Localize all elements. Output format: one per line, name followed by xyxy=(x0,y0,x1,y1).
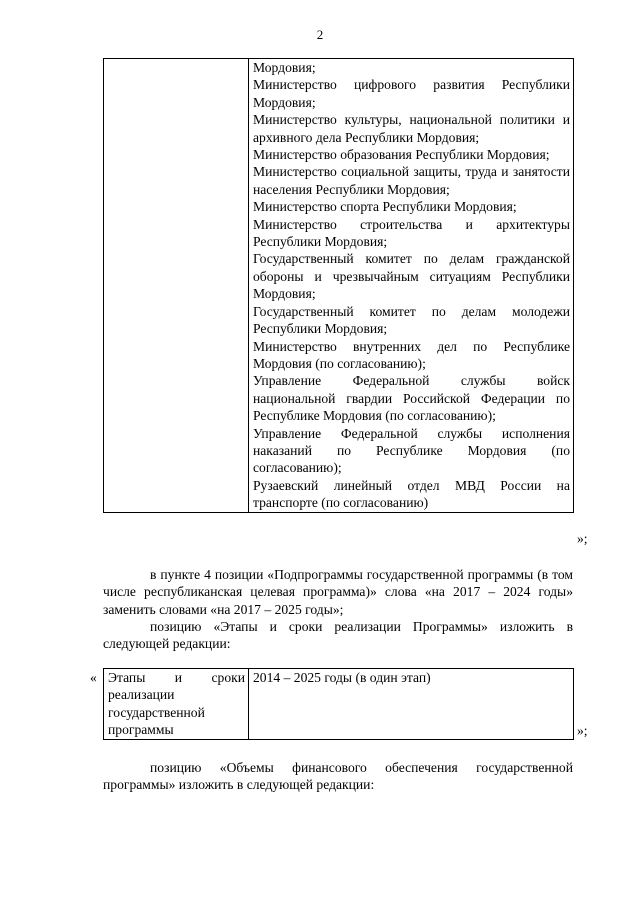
list-item: Министерство строительства и архитектуры Республики Мордовия; xyxy=(253,216,570,250)
paragraph-subprograms: в пункте 4 позиции «Подпрограммы государственной программы (в том числе республиканская целевая программа)» слова «на 2017 – 2024 годы» заменить словами «на 2017 – 2025 годы»; xyxy=(103,567,573,617)
list-item: Министерство внутренних дел по Республике Мордовия (по согласованию); xyxy=(253,338,570,371)
list-item: Министерство культуры, национальной политики и архивного дела Республики Мордовия; xyxy=(253,112,570,145)
list-item: Министерство образования Республики Мордовия; xyxy=(253,147,550,163)
table2-close-quote: »; xyxy=(577,723,588,738)
table2-open-quote: « xyxy=(90,670,97,685)
paragraph-stages: позицию «Этапы и сроки реализации Программы» изложить в следующей редакции: xyxy=(103,619,573,652)
list-item: Министерство спорта Республики Мордовия; xyxy=(253,199,517,215)
page-number: 2 xyxy=(316,27,324,42)
stages-table xyxy=(103,668,574,740)
list-item: Управление Федеральной службы исполнения наказаний по Республике Мордовия (по согласованию); xyxy=(253,425,570,476)
stages-value-cell: 2014 – 2025 годы (в один этап) xyxy=(249,669,574,740)
paragraph-financing: позицию «Объемы финансового обеспечения государственной программы» изложить в следующей редакции: xyxy=(103,760,573,793)
list-item: Министерство цифрового развития Республики Мордовия; xyxy=(253,77,570,110)
list-item: Управление Федеральной службы войск национальной гвардии Российской Федерации по Республике Мордовия (по согласованию); xyxy=(253,373,570,424)
list-item: Государственный комитет по делам молодежи Республики Мордовия; xyxy=(253,303,570,337)
table1-close-quote: »; xyxy=(577,531,588,546)
stages-label-cell: Этапы и сроки реализации государственной программы xyxy=(104,669,249,740)
table-row xyxy=(104,669,574,740)
executors-list-cell xyxy=(249,59,574,513)
list-item: Мордовия; xyxy=(253,60,316,75)
table-row xyxy=(104,59,574,513)
executors-table xyxy=(103,58,574,513)
list-item: Министерство социальной защиты, труда и занятости населения Республики Мордовия; xyxy=(253,164,570,197)
list-item: Рузаевский линейный отдел МВД России на транспорте (по согласованию) xyxy=(253,477,570,511)
table-left-cell xyxy=(104,59,249,513)
list-item: Государственный комитет по делам гражданской обороны и чрезвычайным ситуациям Республики Мордовия; xyxy=(253,251,570,302)
